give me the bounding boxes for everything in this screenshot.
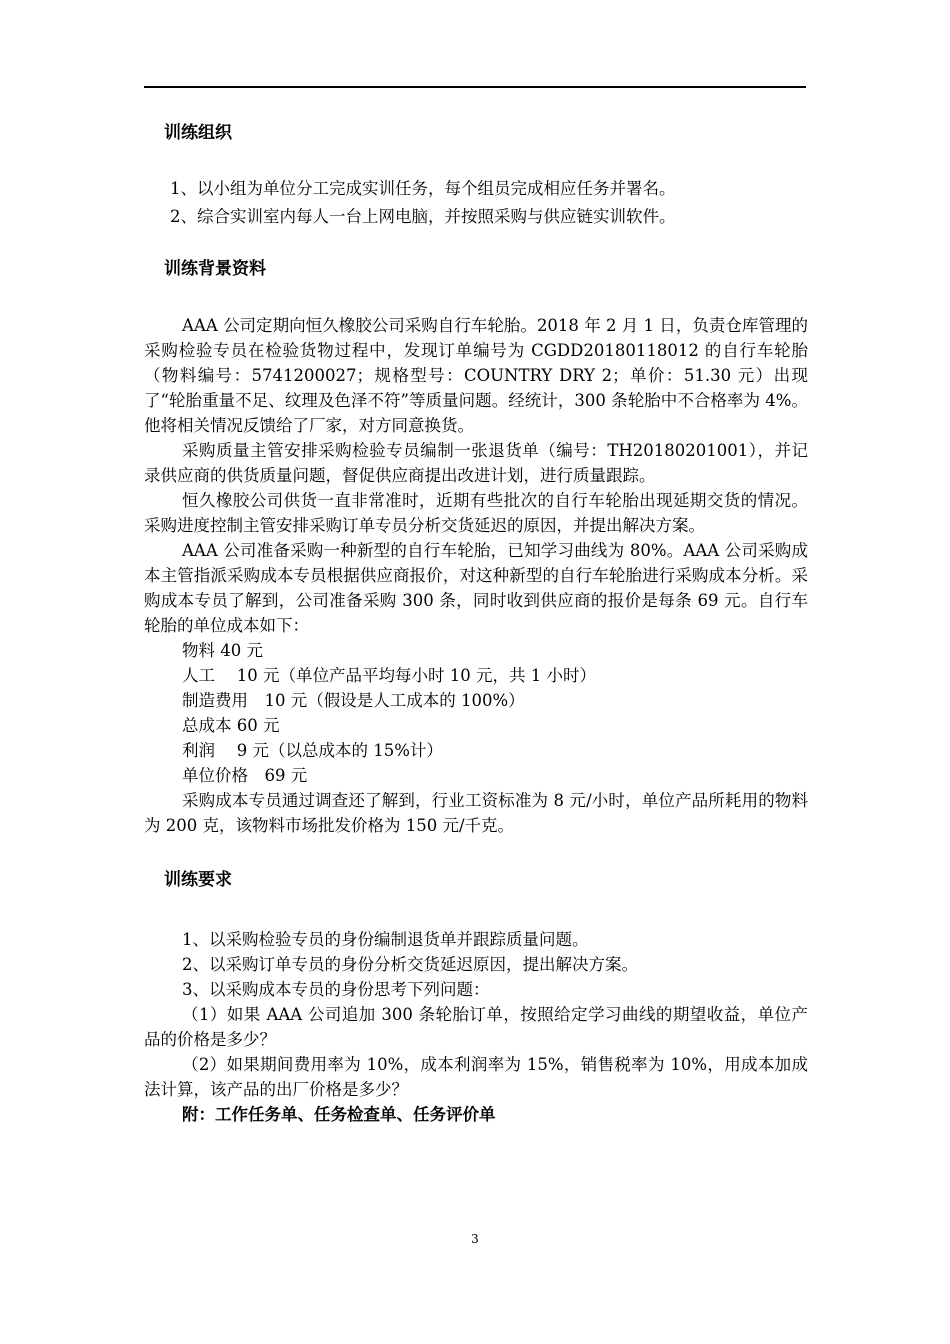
- list-item: 2、综合实训室内每人一台上网电脑，并按照采购与供应链实训软件。: [170, 207, 676, 226]
- list-item: 2、以采购订单专员的身份分析交货延迟原因，提出解决方案。: [182, 955, 638, 974]
- header-rule: [144, 86, 806, 88]
- list-item: 1、以小组为单位分工完成实训任务，每个组员完成相应任务并署名。: [170, 179, 676, 198]
- section-heading-organization: 训练组织: [164, 123, 232, 143]
- organization-list: [144, 175, 808, 231]
- paragraph: 采购质量主管安排采购检验专员编制一张退货单（编号：TH20180201001），并记录供应商的供货质量问题，督促供应商提出改进计划，进行质量跟踪。: [144, 441, 808, 485]
- list-item: 3、以采购成本专员的身份思考下列问题：: [182, 980, 490, 999]
- cost-line: 单位价格 69 元: [182, 766, 308, 785]
- cost-line: 利润 9 元（以总成本的 15%计）: [182, 741, 443, 760]
- page-content: [144, 120, 808, 1127]
- cost-line: 物料 40 元: [182, 641, 263, 660]
- cost-line: 制造费用 10 元（假设是人工成本的 100%）: [182, 691, 525, 710]
- question: （2）如果期间费用率为 10%，成本利润率为 15%，销售税率为 10%，用成本加成法计算，该产品的出厂价格是多少？: [144, 1055, 808, 1099]
- cost-line: 总成本 60 元: [182, 716, 280, 735]
- page-number: 3: [471, 1232, 479, 1246]
- section-heading-requirements: 训练要求: [164, 870, 232, 890]
- paragraph: 恒久橡胶公司供货一直非常准时，近期有些批次的自行车轮胎出现延期交货的情况。采购进度控制主管安排采购订单专员分析交货延迟的原因，并提出解决方案。: [144, 491, 808, 535]
- cost-line: 人工 10 元（单位产品平均每小时 10 元，共 1 小时）: [182, 666, 596, 685]
- background-body: [144, 313, 808, 838]
- appendix-note: 附：工作任务单、任务检查单、任务评价单: [182, 1105, 496, 1124]
- paragraph: AAA 公司定期向恒久橡胶公司采购自行车轮胎。2018 年 2 月 1 日，负责仓库管理的采购检验专员在检验货物过程中，发现订单编号为 CGDD20180118012 的自行车轮胎（物料编号：5741200027；规格型号：COUNTRY DRY 2；单价：51.30 元）出现了“轮胎重量不足、纹理及色泽不符”等质量问题。经统计，300 条轮胎中不合格率为 4%。他将相关情况反馈给了厂家，对方同意换货。: [144, 316, 808, 435]
- question: （1）如果 AAA 公司追加 300 条轮胎订单，按照给定学习曲线的期望收益，单位产品的价格是多少？: [144, 1005, 808, 1049]
- paragraph: AAA 公司准备采购一种新型的自行车轮胎，已知学习曲线为 80%。AAA 公司采购成本主管指派采购成本专员根据供应商报价，对这种新型的自行车轮胎进行采购成本分析。采购成本专员了解到，公司准备采购 300 条，同时收到供应商的报价是每条 69 元。自行车轮胎的单位成本如下：: [144, 541, 808, 635]
- list-item: 1、以采购检验专员的身份编制退货单并跟踪质量问题。: [182, 930, 589, 949]
- section-heading-background: 训练背景资料: [164, 259, 266, 279]
- paragraph: 采购成本专员通过调查还了解到，行业工资标准为 8 元/小时，单位产品所耗用的物料为 200 克，该物料市场批发价格为 150 元/千克。: [144, 791, 808, 835]
- requirements-body: [144, 927, 808, 1127]
